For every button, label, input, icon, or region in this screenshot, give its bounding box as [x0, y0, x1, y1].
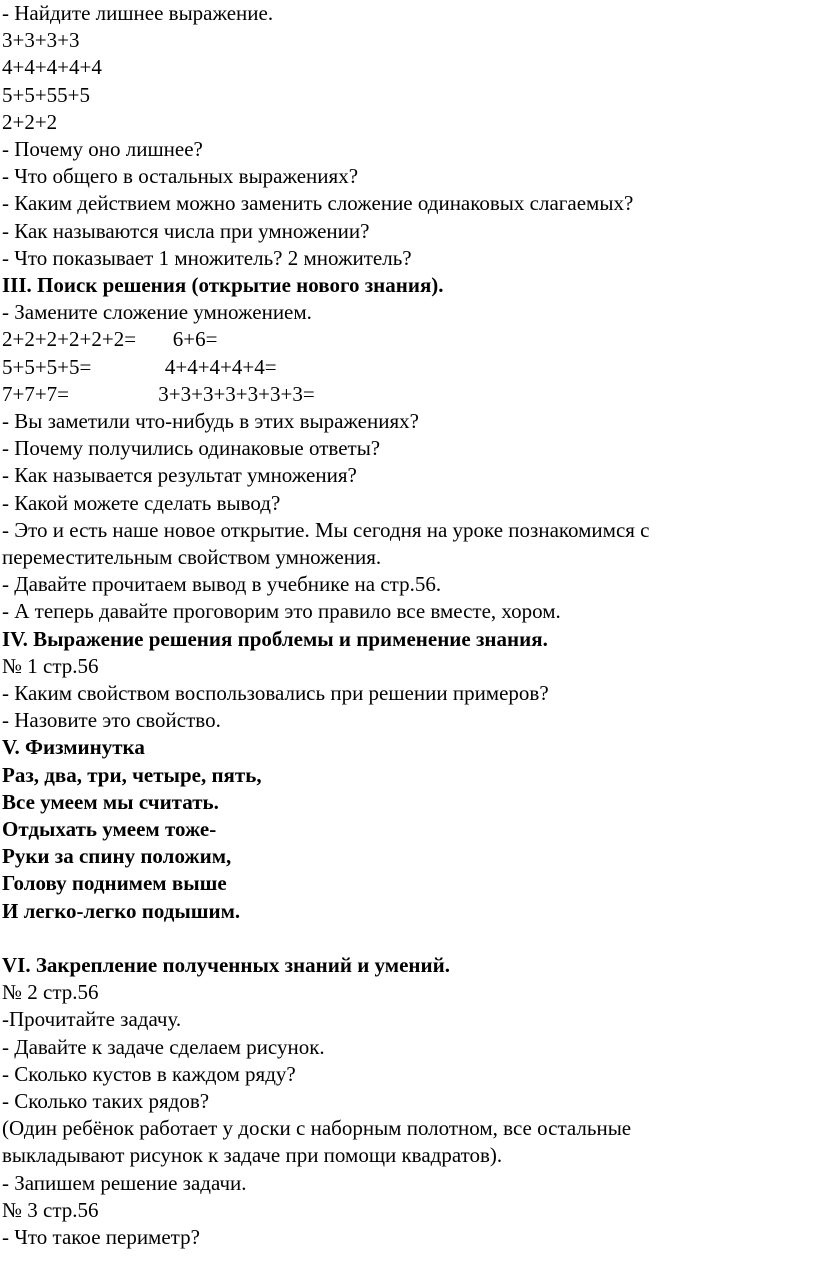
text-line: - А теперь давайте проговорим это правило все вместе, хором.	[2, 599, 561, 624]
text-line: - Как называется результат умножения?	[2, 463, 357, 488]
text-line: - Что показывает 1 множитель? 2 множитель?	[2, 245, 412, 270]
text-line: - Почему оно лишнее?	[2, 137, 203, 161]
text-line: - Запишем решение задачи.	[2, 1170, 247, 1195]
text-line: 7+7+7= 3+3+3+3+3+3+3=	[2, 381, 315, 406]
text-line: - Давайте к задаче сделаем рисунок.	[2, 1034, 325, 1059]
section-heading-line: Голову поднимем выше	[2, 871, 227, 896]
text-line: -Прочитайте задачу.	[2, 1007, 182, 1032]
text-line: - Как называются числа при умножении?	[2, 218, 370, 243]
section-heading-line: Отдыхать умеем тоже-	[2, 817, 217, 841]
text-line: 4+4+4+4+4	[2, 55, 102, 80]
text-line: - Это и есть наше новое открытие. Мы сегодня на уроке познакомимся с	[2, 517, 650, 542]
text-line: № 1 стр.56	[2, 653, 99, 678]
text-line: переместительным свойством умножения.	[2, 545, 382, 569]
text-line: - Замените сложение умножением.	[2, 300, 312, 325]
text-line: - Какой можете сделать вывод?	[2, 490, 281, 515]
text-line: - Каким свойством воспользовались при решении примеров?	[2, 681, 549, 705]
text-line: - Почему получились одинаковые ответы?	[2, 436, 381, 461]
text-line: выкладывают рисунок к задаче при помощи квадратов).	[2, 1143, 503, 1168]
section-heading-line: V. Физминутка	[2, 735, 145, 760]
text-line: - Что такое периметр?	[2, 1225, 200, 1249]
text-line: - Вы заметили что-нибудь в этих выражениях?	[2, 409, 419, 433]
text-line: - Назовите это свойство.	[2, 708, 221, 733]
text-line: - Сколько кустов в каждом ряду?	[2, 1061, 296, 1086]
section-heading-line: Раз, два, три, четыре, пять,	[2, 762, 262, 787]
text-line: - Давайте прочитаем вывод в учебнике на стр.56.	[2, 572, 442, 597]
text-line: 2+2+2	[2, 109, 58, 134]
text-line: 5+5+55+5	[2, 82, 91, 107]
text-line: (Один ребёнок работает у доски с наборным полотном, все остальные	[2, 1116, 632, 1141]
section-heading-line: VI. Закрепление полученных знаний и умений.	[2, 953, 450, 977]
text-line: № 3 стр.56	[2, 1197, 99, 1222]
section-heading-line: IV. Выражение решения проблемы и применение знания.	[2, 626, 548, 651]
text-line: - Найдите лишнее выражение.	[2, 1, 274, 25]
text-line: 5+5+5+5= 4+4+4+4+4=	[2, 354, 277, 379]
section-heading-line: Все умеем мы считать.	[2, 789, 219, 814]
section-heading-line: Руки за спину положим,	[2, 844, 232, 869]
section-heading-line: И легко-легко подышим.	[2, 898, 241, 923]
text-line: - Сколько таких рядов?	[2, 1089, 210, 1113]
section-heading-line: III. Поиск решения (открытие нового знания).	[2, 273, 444, 297]
text-line: 3+3+3+3	[2, 28, 80, 53]
text-line: - Что общего в остальных выражениях?	[2, 164, 359, 189]
text-line: 2+2+2+2+2+2= 6+6=	[2, 327, 218, 352]
text-line: - Каким действием можно заменить сложение одинаковых слагаемых?	[2, 191, 634, 216]
text-line: № 2 стр.56	[2, 980, 99, 1005]
